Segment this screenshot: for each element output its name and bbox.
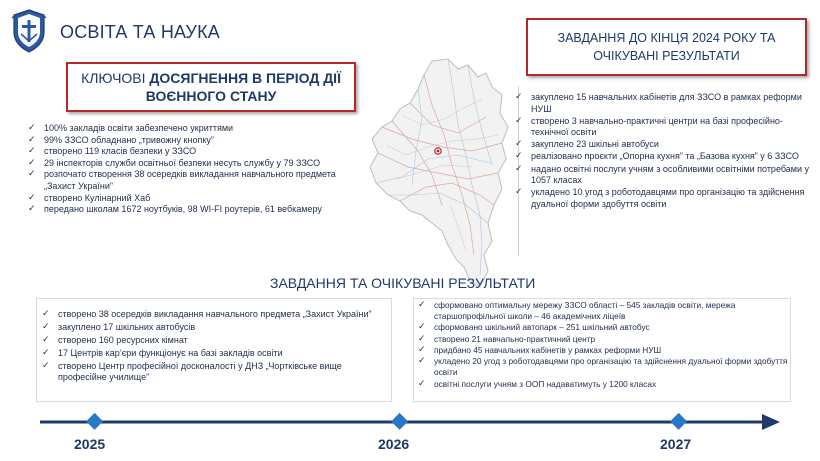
list-item: ✓ розпочато створення 38 осередків викладання навчального предмета „Захист України” [26,169,356,192]
timeline-marker-2027 [670,413,687,430]
tasks-2024-list [513,92,813,211]
list-item: ✓ створено 160 ресурсних кімнат [40,335,390,347]
list-item: ✓ надано освітні послуги учням з особливими освітніми потребами у 1057 класах [513,164,813,187]
results-list-2025 [40,309,390,385]
list-item: ✓ сформовано шкільний автопарк – 251 шкільний автобус [416,322,788,333]
list-item: ✓ сформовано оптимальну мережу ЗЗСО області – 545 закладів освіти, мережа старшопрофільної школи – 46 академічних ліцеїв [416,300,788,322]
achievements-title-regular: КЛЮЧОВІ [81,70,150,86]
timeline [40,412,780,432]
achievements-title-box [66,62,356,112]
year-2025: 2025 [74,436,106,452]
timeline-arrow-icon [762,414,780,430]
list-item: ✓ укладено 20 угод з роботодавцями про організацію та здійснення дуальної форми здобуття освіти [416,356,788,378]
list-item: ✓ передано школам 1672 ноутбуків, 98 WI-FI роутерів, 61 вебкамеру [26,204,356,216]
achievements-list [26,123,356,216]
list-item: ✓ створено 21 навчально-практичний центр [416,334,788,345]
list-item: ✓ 99% ЗЗСО обладнано „тривожну кнопку” [26,135,356,147]
coat-of-arms-icon [10,8,48,54]
list-item: ✓ створено 38 осередків викладання навчального предмета „Захист України” [40,309,390,321]
list-item: ✓ створено Кулінарний Хаб [26,193,356,205]
list-item: ✓ закуплено 15 навчальних кабінетів для ЗЗСО в рамках реформи НУШ [513,92,813,115]
list-item: ✓ створено Центр професійної досконалості у ДНЗ „Чортківське вище професійне училище” [40,361,390,384]
tasks-2024-title-line2: ОЧІКУВАНІ РЕЗУЛЬТАТИ [593,49,740,63]
list-item: ✓ 17 Центрів кар’єри функціонує на базі закладів освіти [40,348,390,360]
year-2026: 2026 [378,436,410,452]
tasks-2024-title-box [526,18,807,76]
results-list-2026 [416,300,788,390]
timeline-marker-2025 [86,413,103,430]
list-item: ✓ освітні послуги учням з ООП надаватимуть у 1200 класах [416,379,788,390]
region-map-icon [362,55,514,293]
tasks-2024-title-line1: ЗАВДАННЯ ДО КІНЦЯ 2024 РОКУ ТА [557,31,776,45]
list-item: ✓ укладено 10 угод з роботодавцями про організацію та здійснення дуальної форми здобуття освіти [513,187,813,210]
list-item: ✓ закуплено 17 шкільних автобусів [40,322,390,334]
list-item: ✓ створено 119 класів безпеки у ЗЗСО [26,146,356,158]
achievements-title-bold: ДОСЯГНЕННЯ В ПЕРІОД ДІЇ [149,70,341,86]
achievements-title-line2: ВОЄННОГО СТАНУ [145,88,277,104]
list-item: ✓ 100% закладів освіти забезпечено укриттями [26,123,356,135]
list-item: ✓ реалізовано проєкти „Опорна кухня” та „Базова кухня” у 6 ЗЗСО [513,151,813,163]
list-item: ✓ придбано 45 навчальних кабінетів у рамках реформи НУШ [416,345,788,356]
list-item: ✓ 29 інспекторів служби освітньої безпеки несуть службу у 79 ЗЗСО [26,158,356,170]
year-2027: 2027 [660,436,692,452]
results-section-title: ЗАВДАННЯ ТА ОЧІКУВАНІ РЕЗУЛЬТАТИ [270,275,536,291]
page-title: ОСВІТА ТА НАУКА [60,22,220,42]
list-item: ✓ закуплено 23 шкільні автобуси [513,139,813,151]
list-item: ✓ створено 3 навчально-практичні центри на базі професійно-технічної освіти [513,116,813,139]
timeline-marker-2026 [391,413,408,430]
